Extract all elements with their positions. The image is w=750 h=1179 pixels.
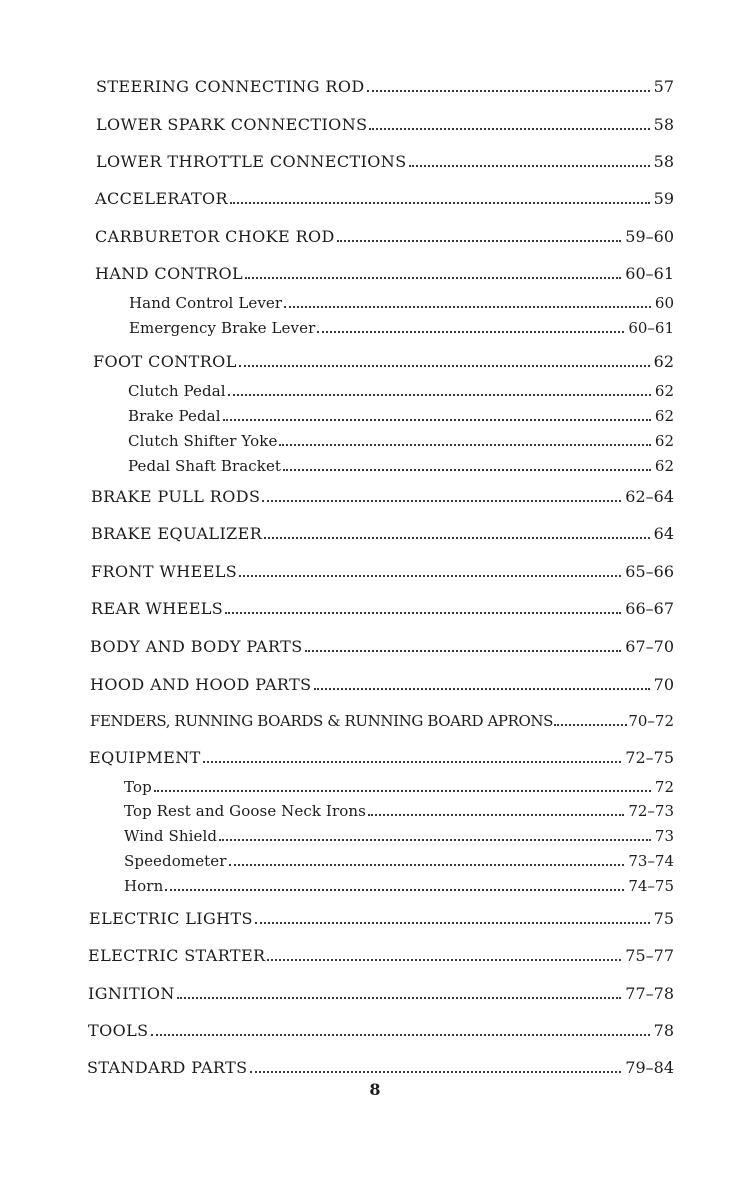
dot-leader	[223, 419, 651, 421]
toc-entry	[88, 1016, 674, 1040]
entry-title: Pedal Shaft Bracket	[128, 457, 282, 475]
toc-subentry	[124, 846, 674, 870]
entry-page: 78	[653, 1021, 674, 1040]
entry-page: 60–61	[625, 264, 674, 283]
dot-leader	[229, 864, 625, 866]
toc-subentry	[128, 376, 674, 400]
entry-title: REAR WHEELS	[91, 599, 224, 618]
dot-leader	[228, 394, 651, 396]
entry-page: 77–78	[625, 984, 674, 1003]
dot-leader	[239, 365, 650, 367]
entry-page: 65–66	[625, 562, 674, 581]
toc-subentry	[124, 772, 674, 796]
entry-page: 60	[654, 294, 674, 312]
entry-page: 58	[653, 115, 674, 134]
entry-page: 59	[653, 189, 674, 208]
entry-title: Brake Pedal	[128, 407, 221, 425]
toc-entry	[89, 904, 674, 928]
entry-title: HOOD AND HOOD PARTS	[90, 675, 312, 694]
toc-entry	[88, 941, 674, 965]
toc-subentry	[124, 796, 674, 820]
dot-leader	[368, 814, 624, 816]
entry-title: FENDERS, RUNNING BOARDS & RUNNING BOARD APRONS	[90, 712, 553, 730]
dot-leader	[284, 306, 651, 308]
toc-entry	[95, 222, 674, 246]
entry-title: Top	[124, 778, 152, 796]
dot-leader	[367, 90, 650, 92]
toc-entry	[96, 147, 674, 171]
entry-title: Clutch Pedal	[128, 382, 226, 400]
dot-leader	[154, 790, 651, 792]
dot-leader	[151, 1034, 650, 1036]
dot-leader	[245, 277, 621, 279]
entry-title: ELECTRIC LIGHTS	[89, 909, 253, 928]
entry-title: FOOT CONTROL	[93, 352, 237, 371]
entry-page: 72	[654, 778, 674, 796]
entry-page: 70–72	[628, 712, 674, 730]
entry-page: 58	[653, 152, 674, 171]
entry-title: BRAKE EQUALIZER	[91, 524, 263, 543]
toc-entry	[90, 632, 674, 656]
entry-page: 73	[654, 827, 674, 845]
entry-title: Clutch Shifter Yoke	[128, 432, 278, 450]
entry-page: 64	[653, 524, 674, 543]
entry-page: 73–74	[628, 852, 674, 870]
dot-leader	[203, 761, 622, 763]
toc-subentry	[129, 313, 674, 337]
entry-page: 62	[654, 407, 674, 425]
toc-entry	[91, 519, 674, 543]
entry-title: TOOLS	[88, 1021, 149, 1040]
entry-title: IGNITION	[88, 984, 175, 1003]
entry-title: STEERING CONNECTING ROD	[96, 77, 365, 96]
entry-title: EQUIPMENT	[89, 748, 201, 767]
entry-title: ACCELERATOR	[95, 189, 228, 208]
entry-page: 75	[653, 909, 674, 928]
entry-page: 60–61	[628, 319, 674, 337]
entry-title: ELECTRIC STARTER	[88, 946, 266, 965]
dot-leader	[230, 202, 650, 204]
dot-leader	[283, 469, 651, 471]
toc-subentry	[128, 426, 674, 450]
toc-entry	[96, 72, 674, 96]
entry-page: 66–67	[625, 599, 674, 618]
entry-title: LOWER SPARK CONNECTIONS	[96, 115, 368, 134]
toc-subentry	[128, 401, 674, 425]
entry-title: Horn	[124, 877, 164, 895]
toc-entry	[91, 594, 674, 618]
entry-page: 72–75	[625, 748, 674, 767]
dot-leader	[250, 1071, 622, 1073]
toc-entry	[91, 557, 674, 581]
entry-page: 62	[654, 457, 674, 475]
dot-leader	[225, 612, 621, 614]
entry-page: 75–77	[625, 946, 674, 965]
dot-leader	[239, 575, 621, 577]
dot-leader	[305, 650, 622, 652]
dot-leader	[219, 839, 651, 841]
toc-subentry	[129, 288, 674, 312]
toc-entry	[90, 670, 674, 694]
entry-title: CARBURETOR CHOKE ROD	[95, 227, 335, 246]
toc-subentry	[124, 871, 674, 895]
toc-entry	[88, 979, 674, 1003]
toc-subentry	[124, 821, 674, 845]
dot-leader	[255, 922, 650, 924]
entry-title: BRAKE PULL RODS	[91, 487, 261, 506]
dot-leader	[279, 444, 650, 446]
dot-leader	[317, 331, 624, 333]
toc-entry	[90, 706, 674, 730]
entry-title: HAND CONTROL	[95, 264, 244, 283]
dot-leader	[262, 500, 621, 502]
entry-title: LOWER THROTTLE CONNECTIONS	[96, 152, 407, 171]
toc-entry	[91, 482, 674, 506]
entry-title: Top Rest and Goose Neck Irons	[124, 802, 366, 820]
entry-page: 74–75	[628, 877, 674, 895]
entry-title: Hand Control Lever	[129, 294, 283, 312]
dot-leader	[264, 537, 649, 539]
entry-page: 62	[654, 432, 674, 450]
toc-entry	[96, 110, 674, 134]
entry-title: STANDARD PARTS	[87, 1058, 248, 1077]
dot-leader	[409, 165, 650, 167]
dot-leader	[337, 240, 622, 242]
entry-page: 62	[654, 382, 674, 400]
toc-entry	[95, 184, 674, 208]
entry-title: Wind Shield	[124, 827, 218, 845]
entry-page: 70	[653, 675, 674, 694]
entry-page: 72–73	[628, 802, 674, 820]
entry-title: Speedometer	[124, 852, 227, 870]
dot-leader	[369, 128, 649, 130]
entry-page: 79–84	[625, 1058, 674, 1077]
entry-page: 62	[653, 352, 674, 371]
toc-subentry	[128, 451, 674, 475]
dot-leader	[165, 889, 624, 891]
dot-leader	[267, 959, 621, 961]
toc-entry	[89, 743, 674, 767]
entry-page: 67–70	[625, 637, 674, 656]
entry-title: FRONT WHEELS	[91, 562, 238, 581]
entry-page: 57	[653, 77, 674, 96]
dot-leader	[554, 724, 627, 726]
page-number: 8	[369, 1080, 381, 1099]
toc-entry	[93, 347, 674, 371]
toc-entry	[87, 1053, 674, 1077]
entry-title: BODY AND BODY PARTS	[90, 637, 303, 656]
entry-page: 62–64	[625, 487, 674, 506]
dot-leader	[177, 997, 622, 999]
toc-entry	[95, 259, 674, 283]
entry-title: Emergency Brake Lever	[129, 319, 316, 337]
dot-leader	[314, 688, 650, 690]
entry-page: 59–60	[625, 227, 674, 246]
